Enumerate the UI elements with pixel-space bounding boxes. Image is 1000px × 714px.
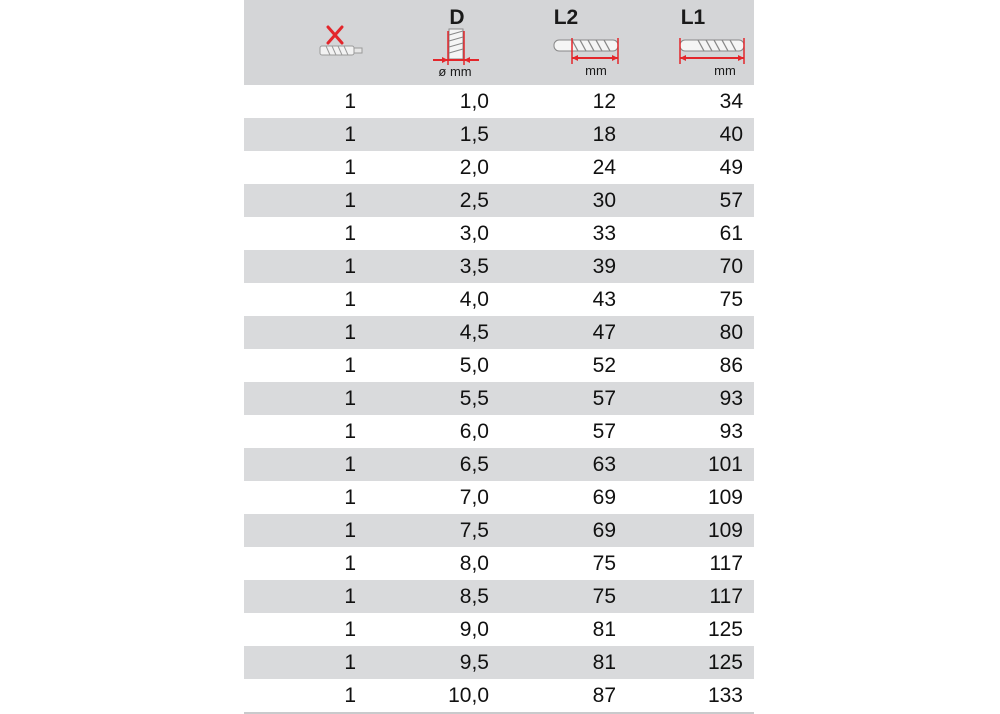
cell-diameter: 8,5 [459, 584, 489, 608]
cell-diameter: 7,5 [459, 518, 489, 542]
cell-qty: 1 [344, 188, 356, 212]
cell-total-length: 57 [719, 188, 743, 212]
table-row [244, 316, 754, 349]
cell-total-length: 34 [719, 89, 743, 113]
cell-diameter: 8,0 [459, 551, 489, 575]
cell-diameter: 6,5 [459, 452, 489, 476]
table-row [244, 679, 754, 712]
cell-flute-length: 75 [592, 551, 616, 575]
cell-qty: 1 [344, 122, 356, 146]
cell-diameter: 7,0 [459, 485, 489, 509]
cell-qty: 1 [344, 320, 356, 344]
cell-diameter: 9,0 [459, 617, 489, 641]
header-flute-length [498, 0, 626, 85]
table-row [244, 184, 754, 217]
cell-flute-length: 12 [592, 89, 616, 113]
table-row [244, 415, 754, 448]
cell-diameter: 3,5 [459, 254, 489, 278]
cell-flute-length: 69 [592, 518, 616, 542]
table-header [244, 0, 754, 85]
header-d-unit: ø mm [438, 64, 472, 79]
cell-qty: 1 [344, 485, 356, 509]
cell-diameter: 4,5 [459, 320, 489, 344]
header-d-letter: D [449, 6, 465, 29]
cell-diameter: 4,0 [459, 287, 489, 311]
pack-quantity-icon [318, 24, 364, 67]
cell-flute-length: 57 [592, 386, 616, 410]
cell-qty: 1 [344, 155, 356, 179]
table-row [244, 580, 754, 613]
cell-flute-length: 30 [592, 188, 616, 212]
header-total-length [626, 0, 754, 85]
cell-total-length: 75 [719, 287, 743, 311]
cell-diameter: 10,0 [448, 683, 489, 707]
cell-total-length: 133 [707, 683, 743, 707]
header-diameter [371, 0, 498, 85]
cell-qty: 1 [344, 353, 356, 377]
table-row [244, 283, 754, 316]
cell-diameter: 1,0 [459, 89, 489, 113]
table-row [244, 448, 754, 481]
cell-total-length: 61 [719, 221, 743, 245]
table-row [244, 349, 754, 382]
table-row [244, 85, 754, 118]
cell-total-length: 125 [707, 617, 743, 641]
cell-flute-length: 81 [592, 650, 616, 674]
table-row [244, 118, 754, 151]
cell-flute-length: 87 [592, 683, 616, 707]
cell-flute-length: 69 [592, 485, 616, 509]
header-l2-letter: L2 [553, 6, 579, 29]
cell-flute-length: 24 [592, 155, 616, 179]
cell-total-length: 109 [707, 518, 743, 542]
cell-flute-length: 63 [592, 452, 616, 476]
cell-diameter: 5,5 [459, 386, 489, 410]
cell-qty: 1 [344, 287, 356, 311]
cell-total-length: 80 [719, 320, 743, 344]
cell-qty: 1 [344, 452, 356, 476]
drill-size-table [244, 0, 754, 714]
table-row [244, 217, 754, 250]
cell-diameter: 3,0 [459, 221, 489, 245]
cell-diameter: 2,5 [459, 188, 489, 212]
header-l1-unit: mm [714, 63, 736, 78]
cell-qty: 1 [344, 386, 356, 410]
cell-qty: 1 [344, 617, 356, 641]
cell-flute-length: 52 [592, 353, 616, 377]
cell-flute-length: 75 [592, 584, 616, 608]
cell-total-length: 117 [709, 551, 743, 575]
cell-qty: 1 [344, 518, 356, 542]
cell-diameter: 9,5 [459, 650, 489, 674]
cell-flute-length: 33 [592, 221, 616, 245]
table-row [244, 382, 754, 415]
cell-qty: 1 [344, 551, 356, 575]
table-body [244, 85, 754, 712]
cell-total-length: 93 [719, 386, 743, 410]
cell-flute-length: 57 [592, 419, 616, 443]
cell-total-length: 93 [719, 419, 743, 443]
cell-diameter: 5,0 [459, 353, 489, 377]
table-row [244, 613, 754, 646]
cell-total-length: 117 [709, 584, 743, 608]
table-row [244, 250, 754, 283]
cell-flute-length: 47 [592, 320, 616, 344]
cell-total-length: 70 [719, 254, 743, 278]
cell-flute-length: 39 [592, 254, 616, 278]
table-row [244, 481, 754, 514]
table-row [244, 514, 754, 547]
cell-qty: 1 [344, 221, 356, 245]
cell-flute-length: 81 [592, 617, 616, 641]
cell-flute-length: 18 [592, 122, 616, 146]
cell-total-length: 125 [707, 650, 743, 674]
cell-qty: 1 [344, 254, 356, 278]
table-row [244, 151, 754, 184]
cell-diameter: 2,0 [459, 155, 489, 179]
header-qty [244, 0, 371, 85]
table-row [244, 547, 754, 580]
table-row [244, 646, 754, 679]
cell-diameter: 6,0 [459, 419, 489, 443]
header-l1-letter: L1 [680, 6, 706, 29]
cell-total-length: 101 [707, 452, 743, 476]
cell-total-length: 109 [707, 485, 743, 509]
cell-total-length: 86 [719, 353, 743, 377]
cell-qty: 1 [344, 419, 356, 443]
cell-flute-length: 43 [592, 287, 616, 311]
cell-total-length: 49 [719, 155, 743, 179]
cell-qty: 1 [344, 584, 356, 608]
cell-total-length: 40 [719, 122, 743, 146]
cell-qty: 1 [344, 89, 356, 113]
cell-qty: 1 [344, 650, 356, 674]
header-l2-unit: mm [585, 63, 607, 78]
cell-qty: 1 [344, 683, 356, 707]
cell-diameter: 1,5 [459, 122, 489, 146]
